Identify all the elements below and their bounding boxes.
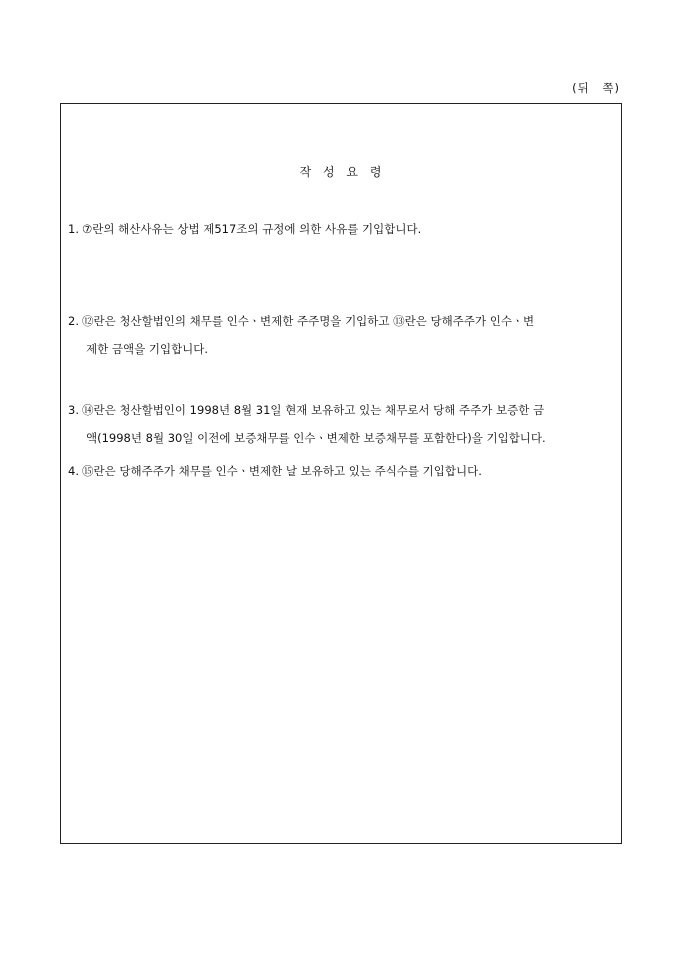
- instruction-item-3: [68, 396, 615, 452]
- instruction-number: 3.: [68, 403, 79, 417]
- instructions-title: 작 성 요 령: [299, 165, 383, 179]
- instruction-text: ⑫란은 청산할법인의 채무를 인수ㆍ변제한 주주명을 기입하고 ⑬란은 당해주주가 인수ㆍ변: [82, 314, 535, 328]
- instruction-number: 4.: [68, 464, 79, 478]
- instruction-item-1: [68, 215, 615, 243]
- instruction-text: ⑮란은 당해주주가 채무를 인수ㆍ변제한 날 보유하고 있는 주식수를 기입합니다.: [82, 464, 482, 478]
- instructions-frame: [60, 103, 622, 844]
- instruction-number: 1.: [68, 222, 79, 236]
- page-side-label: (뒤 쪽): [572, 81, 620, 95]
- instruction-number: 2.: [68, 314, 79, 328]
- instruction-item-2: [68, 307, 615, 363]
- instruction-text: ⑦란의 해산사유는 상법 제517조의 규정에 의한 사유를 기입합니다.: [82, 222, 422, 236]
- instruction-item-4: [68, 457, 615, 485]
- instruction-text-continued: 액(1998년 8월 30일 이전에 보증채무를 인수ㆍ변제한 보증채무를 포함한다)을 기입합니다.: [86, 431, 546, 445]
- instruction-text-continued: 제한 금액을 기입합니다.: [86, 342, 209, 356]
- instruction-text: ⑭란은 청산할법인이 1998년 8월 31일 현재 보유하고 있는 채무로서 당해 주주가 보증한 금: [82, 403, 545, 417]
